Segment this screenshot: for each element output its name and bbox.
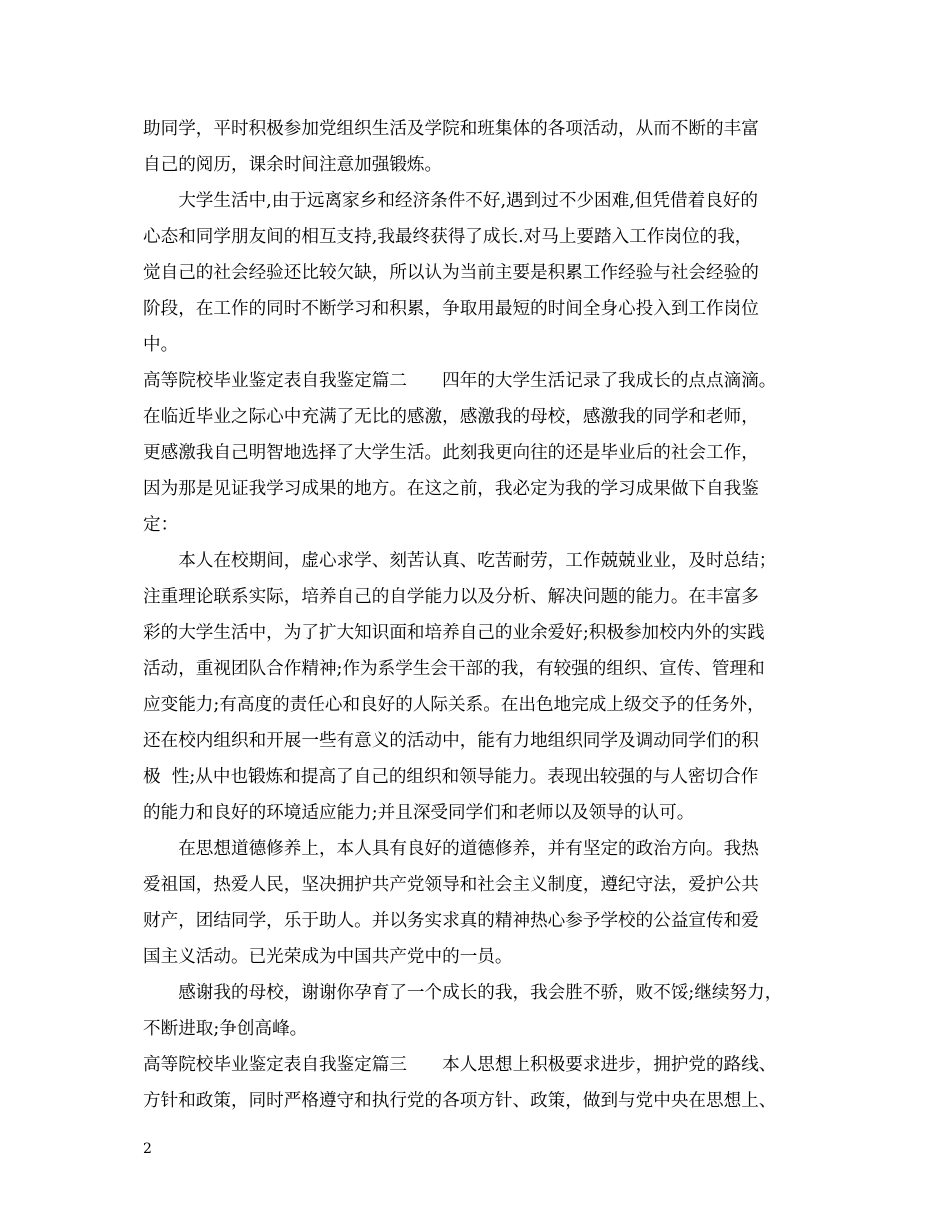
text-line: 彩的大学生活中，为了扩大知识面和培养自己的业余爱好;积极参加校内外的实践 [143, 623, 765, 643]
text-line: 定： [143, 515, 179, 535]
text-line: 自己的阅历，课余时间注意加强锻炼。 [143, 155, 443, 175]
text-line: 阶段，在工作的同时不断学习和积累，争取用最短的时间全身心投入到工作岗位 [143, 299, 759, 319]
text-line: 还在校内组织和开展一些有意义的活动中，能有力地组织同学及调动同学们的积 [143, 731, 759, 751]
text-line: 中。 [143, 335, 179, 355]
text-line: 更感激我自己明智地选择了大学生活。此刻我更向往的还是毕业后的社会工作， [143, 443, 759, 463]
text-line: 国主义活动。已光荣成为中国共产党中的一员。 [143, 947, 513, 967]
text-line: 财产，团结同学，乐于助人。并以务实求真的精神热心参予学校的公益宣传和爱 [143, 911, 759, 931]
text-line: 的能力和良好的环境适应能力;并且深受同学们和老师以及领导的认可。 [143, 803, 695, 823]
text-line: 大学生活中,由于远离家乡和经济条件不好,遇到过不少困难,但凭借着良好的 [143, 191, 758, 211]
text-line: 方针和政策，同时严格遵守和执行党的各项方针、政策，做到与党中央在思想上、 [143, 1091, 777, 1111]
text-line: 在临近毕业之际心中充满了无比的感激，感激我的母校，感激我的同学和老师， [143, 407, 759, 427]
text-line: 因为那是见证我学习成果的地方。在这之前，我必定为我的学习成果做下自我鉴 [143, 479, 759, 499]
text-line: 不断进取;争创高峰。 [143, 1019, 308, 1039]
text-line: 心态和同学朋友间的相互支持,我最终获得了成长.对马上要踏入工作岗位的我， [143, 227, 753, 247]
body-text [143, 111, 823, 1119]
text-line: 爱祖国，热爱人民，坚决拥护共产党领导和社会主义制度，遵纪守法，爱护公共 [143, 875, 759, 895]
text-line: 应变能力;有高度的责任心和良好的人际关系。在出色地完成上级交予的任务外， [143, 695, 765, 715]
section-heading-line: 高等院校毕业鉴定表自我鉴定篇二 四年的大学生活记录了我成长的点点滴滴。 [143, 371, 777, 391]
text-line: 助同学，平时积极参加党组织生活及学院和班集体的各项活动，从而不断的丰富 [143, 119, 759, 139]
text-line: 本人在校期间，虚心求学、刻苦认真、吃苦耐劳，工作兢兢业业，及时总结； [143, 551, 777, 571]
text-line: 感谢我的母校，谢谢你孕育了一个成长的我，我会胜不骄，败不馁;继续努力， [143, 983, 783, 1003]
text-line: 在思想道德修养上，本人具有良好的道德修养，并有坚定的政治方向。我热 [143, 839, 759, 859]
section-heading-line: 高等院校毕业鉴定表自我鉴定篇三 本人思想上积极要求进步，拥护党的路线、 [143, 1055, 777, 1075]
page-number: 2 [143, 1141, 152, 1157]
text-line: 觉自己的社会经验还比较欠缺，所以认为当前主要是积累工作经验与社会经验的 [143, 263, 759, 283]
text-line: 注重理论联系实际，培养自己的自学能力以及分析、解决问题的能力。在丰富多 [143, 587, 759, 607]
text-line: 极 性;从中也锻炼和提高了自己的组织和领导能力。表现出较强的与人密切合作 [143, 767, 759, 787]
text-line: 活动，重视团队合作精神;作为系学生会干部的我，有较强的组织、宣传、管理和 [143, 659, 765, 679]
